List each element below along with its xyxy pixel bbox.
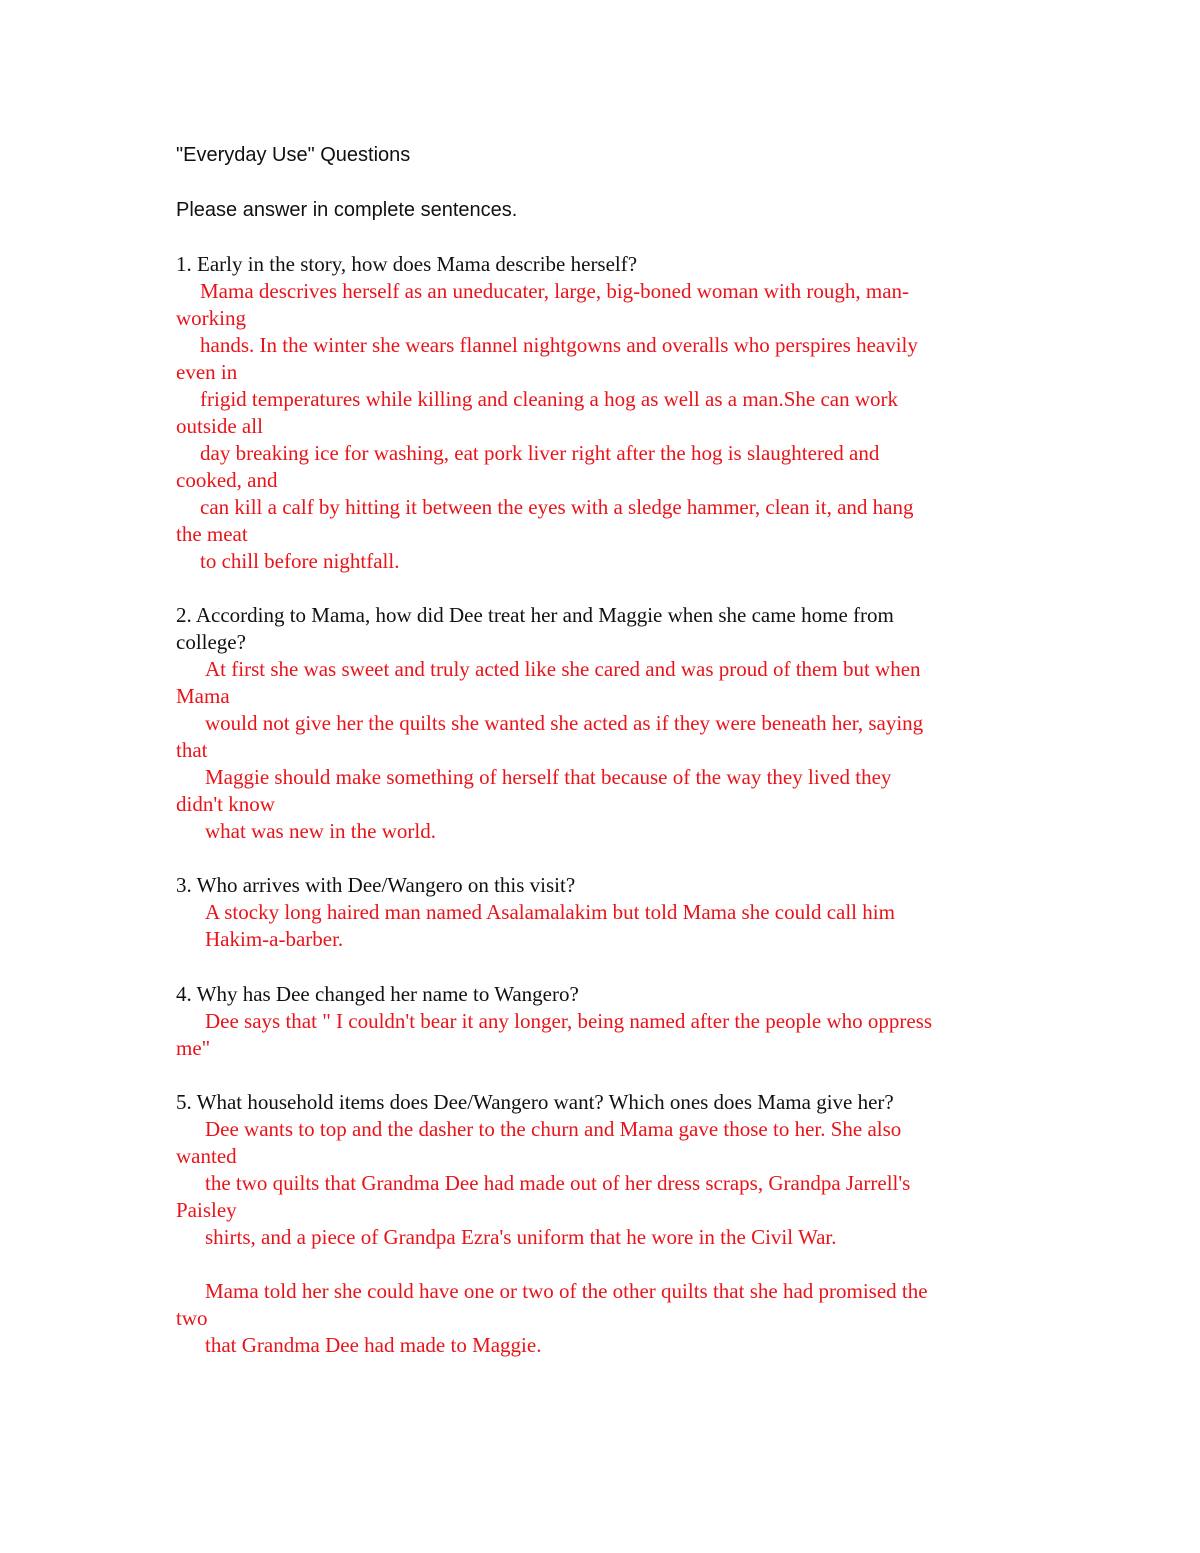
question-2-cont: college?	[176, 630, 246, 654]
answer-5-line: Dee wants to top and the dasher to the churn and Mama gave those to her. She also	[205, 1117, 902, 1141]
question-1: 1. Early in the story, how does Mama describe herself?	[176, 252, 638, 276]
answer-5b-line: two	[176, 1306, 208, 1330]
document-title: "Everyday Use" Questions	[176, 144, 411, 166]
answer-5-line: wanted	[176, 1144, 237, 1168]
question-5: 5. What household items does Dee/Wangero want? Which ones does Mama give her?	[176, 1090, 894, 1114]
answer-1-line: hands. In the winter she wears flannel nightgowns and overalls who perspires heavily	[200, 333, 918, 357]
answer-1-line: can kill a calf by hitting it between the eyes with a sledge hammer, clean it, and hang	[200, 495, 914, 519]
answer-5-line: Paisley	[176, 1198, 237, 1222]
answer-1-line: frigid temperatures while killing and cleaning a hog as well as a man.She can work	[200, 387, 899, 411]
answer-1-line: Mama descrives herself as an uneducater, large, big-boned woman with rough, man-	[200, 279, 910, 303]
answer-2-line: Maggie should make something of herself that because of the way they lived they	[205, 765, 892, 789]
answer-3-line: A stocky long haired man named Asalamalakim but told Mama she could call him	[205, 900, 895, 924]
answer-2-line: didn't know	[176, 792, 275, 816]
answer-1-line: even in	[176, 360, 238, 384]
answer-1-line: working	[176, 306, 246, 330]
question-2: 2. According to Mama, how did Dee treat her and Maggie when she came home from	[176, 603, 894, 627]
answer-1-line: outside all	[176, 414, 263, 438]
answer-1-line: to chill before nightfall.	[200, 549, 400, 573]
answer-2-line: what was new in the world.	[205, 819, 436, 843]
answer-2-line: At first she was sweet and truly acted like she cared and was proud of them but when	[205, 657, 921, 681]
answer-5b-line: that Grandma Dee had made to Maggie.	[205, 1333, 542, 1357]
answer-1-line: cooked, and	[176, 468, 278, 492]
answer-5-line: the two quilts that Grandma Dee had made out of her dress scraps, Grandpa Jarrell's	[205, 1171, 911, 1195]
answer-1-line: the meat	[176, 522, 248, 546]
answer-4-line: me"	[176, 1036, 211, 1060]
answer-5-line: shirts, and a piece of Grandpa Ezra's uniform that he wore in the Civil War.	[205, 1225, 837, 1249]
answer-2-line: that	[176, 738, 208, 762]
question-4: 4. Why has Dee changed her name to Wangero?	[176, 982, 579, 1006]
answer-5b-line: Mama told her she could have one or two of the other quilts that she had promised the	[205, 1279, 928, 1303]
question-3: 3. Who arrives with Dee/Wangero on this visit?	[176, 873, 576, 897]
answer-1-line: day breaking ice for washing, eat pork liver right after the hog is slaughtered and	[200, 441, 880, 465]
answer-3-line: Hakim-a-barber.	[205, 927, 344, 951]
answer-4-line: Dee says that " I couldn't bear it any longer, being named after the people who oppress	[205, 1009, 933, 1033]
instructions: Please answer in complete sentences.	[176, 199, 518, 221]
answer-2-line: would not give her the quilts she wanted she acted as if they were beneath her, saying	[205, 711, 924, 735]
answer-2-line: Mama	[176, 684, 230, 708]
